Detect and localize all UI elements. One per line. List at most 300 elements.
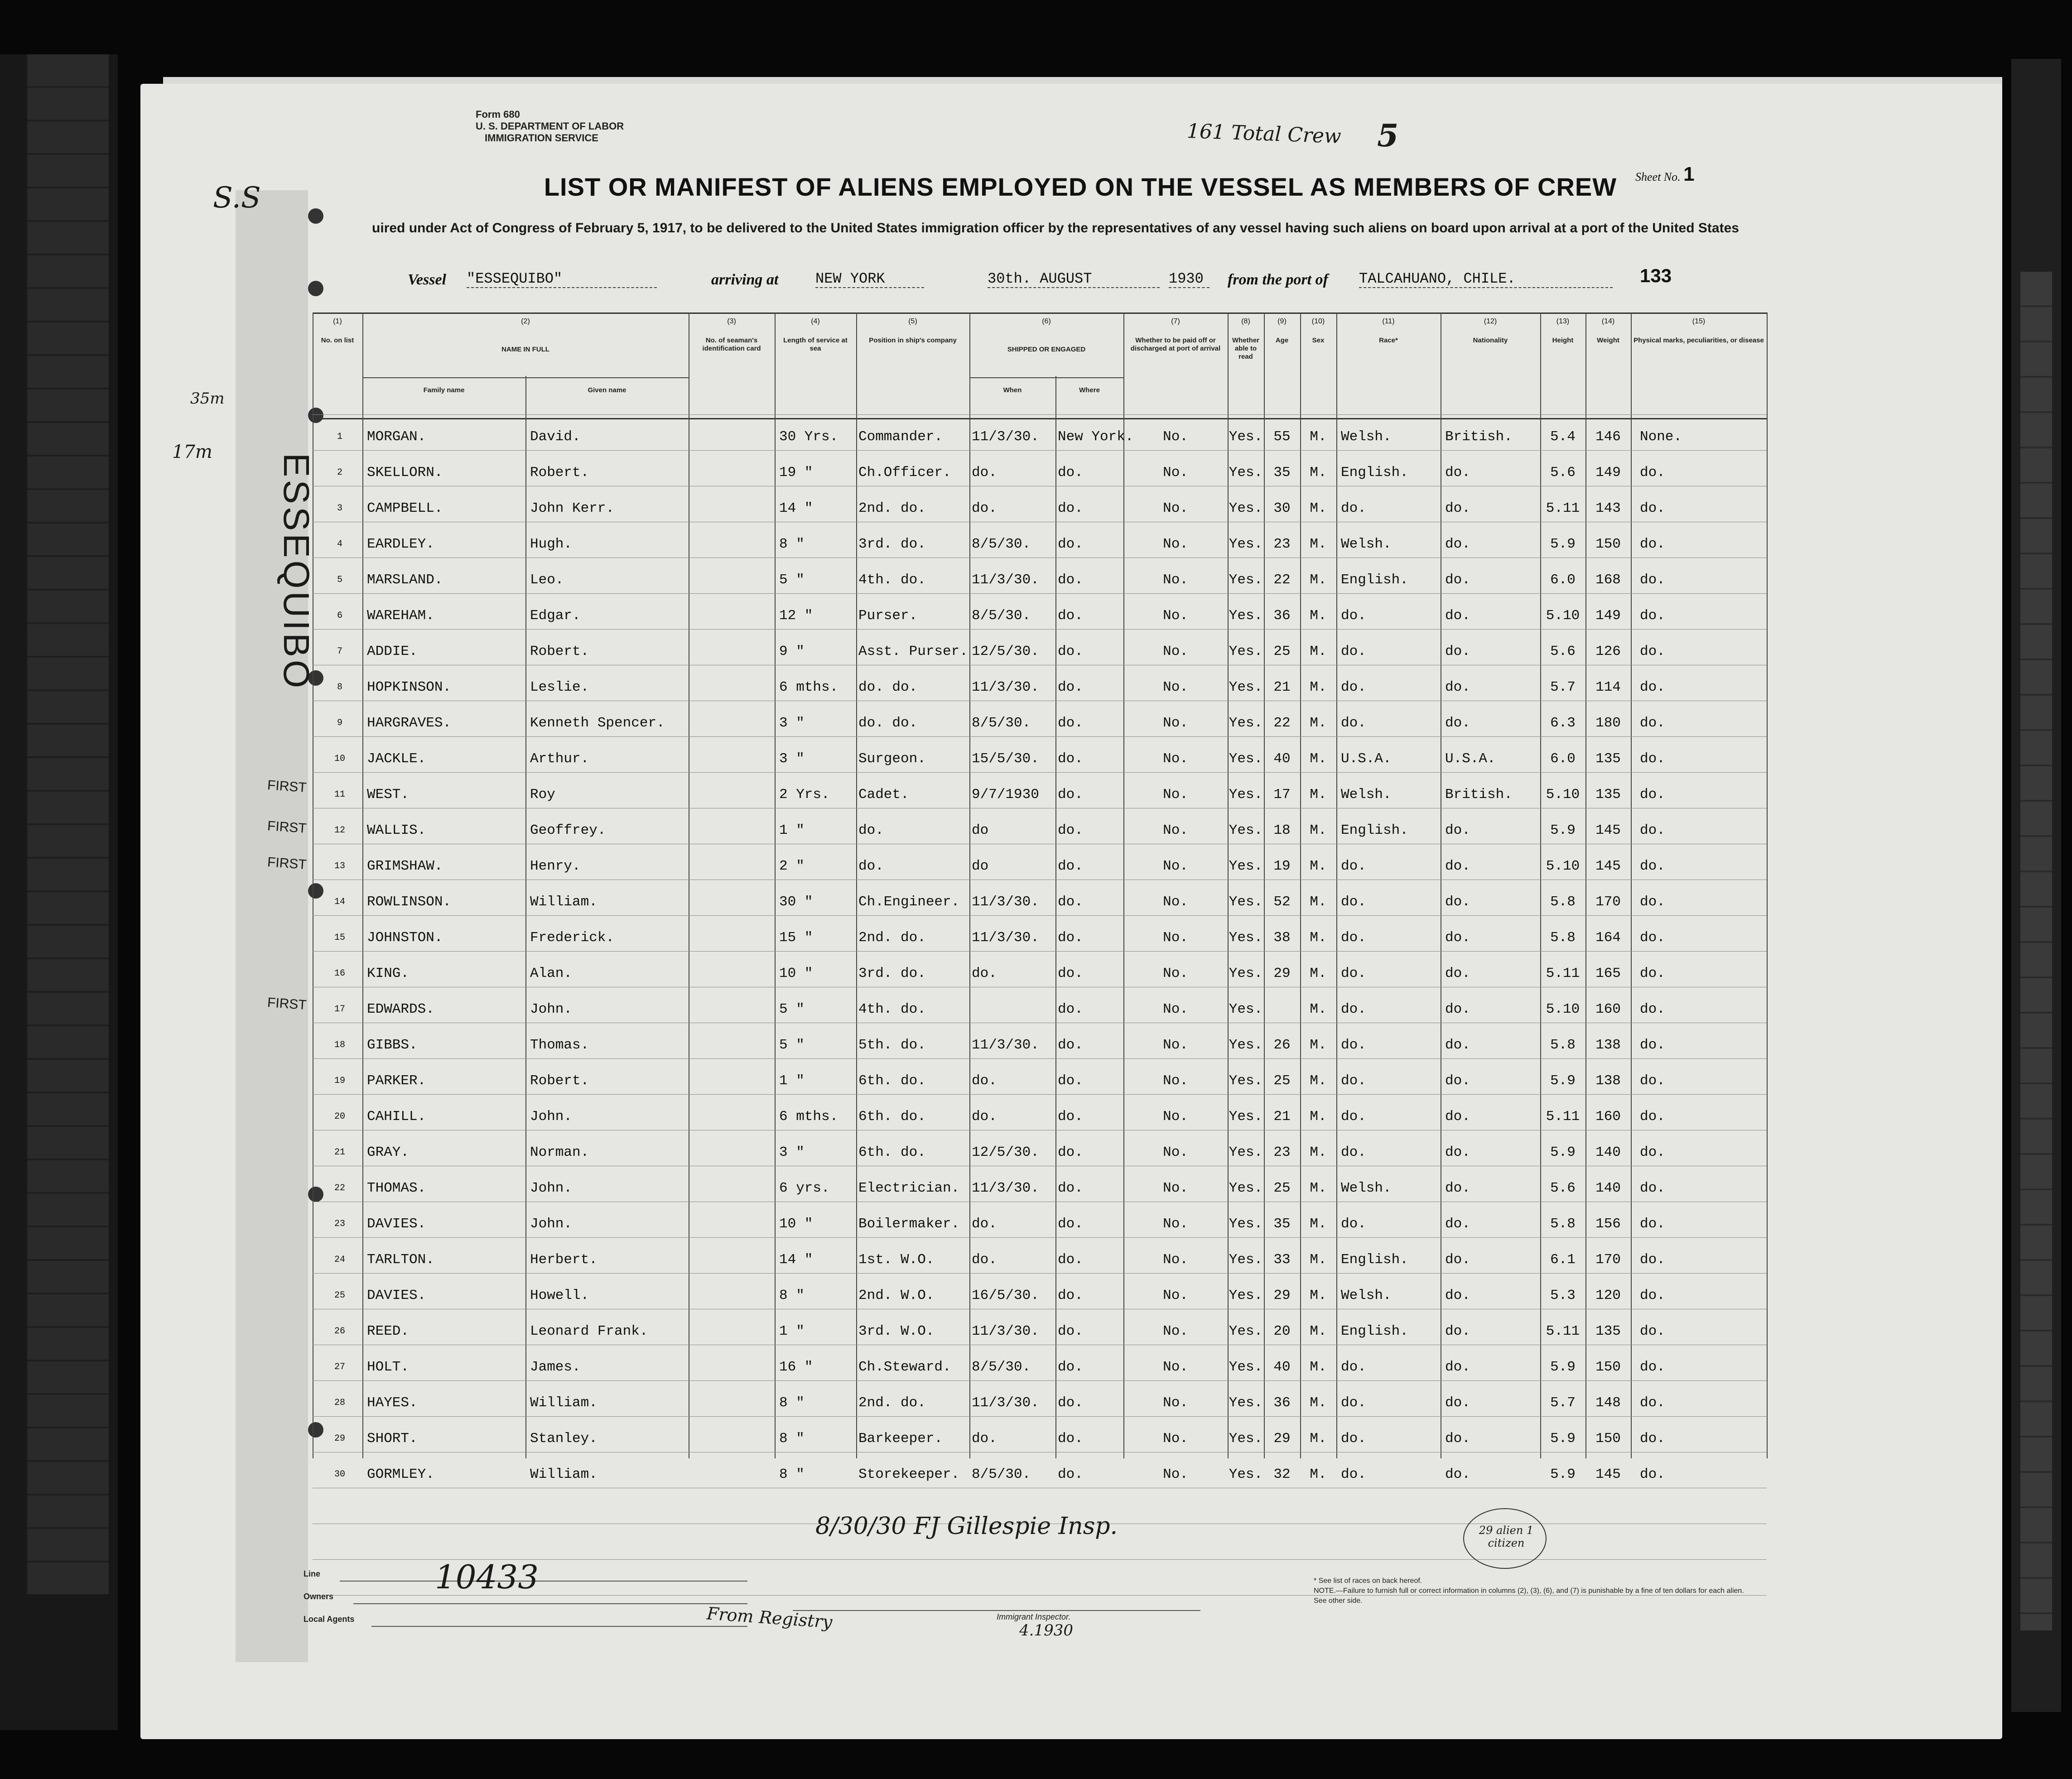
table-cell: 5 " [779, 572, 805, 588]
table-cell: M. [1310, 1001, 1327, 1017]
row-rule [313, 1094, 1767, 1095]
table-cell: Yes. [1229, 536, 1263, 552]
table-cell: Yes. [1229, 1252, 1263, 1268]
table-cell: 30 Yrs. [779, 429, 838, 445]
table-cell: do. [1445, 1073, 1470, 1089]
column-number: (11) [1382, 317, 1395, 325]
table-cell: do. [972, 966, 997, 981]
table-cell: Robert. [530, 1073, 589, 1089]
table-cell: English. [1341, 1323, 1408, 1339]
row-number: 29 [334, 1433, 345, 1444]
table-cell: 3rd. do. [858, 536, 926, 552]
table-cell: 3rd. do. [858, 966, 926, 981]
row-number: 16 [334, 968, 345, 979]
table-cell: do. [1341, 1037, 1366, 1053]
table-cell: Commander. [858, 429, 943, 445]
table-cell: Welsh. [1341, 1180, 1392, 1196]
table-cell: ADDIE. [367, 644, 418, 659]
table-cell: 6 yrs. [779, 1180, 830, 1196]
table-cell: John. [530, 1109, 573, 1125]
footnote-races: * See list of races on back hereof. [1314, 1577, 1422, 1585]
table-cell: do. [972, 1431, 997, 1447]
table-cell: Ch.Officer. [858, 465, 951, 481]
table-cell: Yes. [1229, 608, 1263, 624]
table-cell: do. [1640, 572, 1665, 588]
table-cell: do. [1640, 608, 1665, 624]
table-cell: 5.11 [1546, 1323, 1580, 1339]
table-cell: do. [1058, 930, 1083, 946]
table-cell: Purser. [858, 608, 918, 624]
table-cell: John. [530, 1001, 573, 1017]
table-cell: 6th. do. [858, 1109, 926, 1125]
sheet-label: Sheet No. [1635, 170, 1681, 183]
table-cell: M. [1310, 1037, 1327, 1053]
handwritten-17m: 17m [172, 442, 212, 462]
table-cell: do. [1445, 1431, 1470, 1447]
first-stamp-17: FIRST [266, 995, 307, 1013]
table-cell: do. [1640, 751, 1665, 767]
inspector-label: Immigrant Inspector. [997, 1612, 1071, 1621]
table-cell: 150 [1595, 1431, 1621, 1447]
table-cell: 22 [1273, 572, 1291, 588]
handwritten-inspector: 8/30/30 FJ Gillespie Insp. [815, 1513, 1118, 1540]
table-cell: Hugh. [530, 536, 573, 552]
table-cell: M. [1310, 894, 1327, 910]
table-cell: 11/3/30. [972, 429, 1039, 445]
table-cell: M. [1310, 787, 1327, 803]
row-number: 27 [334, 1362, 345, 1372]
column-header: NAME IN FULL [501, 346, 549, 353]
table-cell: 6.0 [1550, 572, 1576, 588]
subheader-rule [969, 377, 1123, 378]
table-cell: No. [1163, 572, 1188, 588]
table-cell: Howell. [530, 1288, 589, 1303]
table-cell: do. [1341, 894, 1366, 910]
table-cell: 120 [1595, 1288, 1621, 1303]
table-cell: do. [1445, 1252, 1470, 1268]
column-header: Weight [1597, 337, 1619, 344]
row-number: 30 [334, 1469, 345, 1480]
row-rule [313, 915, 1767, 916]
table-cell: James. [530, 1359, 581, 1375]
table-cell: 11/3/30. [972, 894, 1039, 910]
vessel-stamp: ESSEQUIBO [276, 453, 317, 691]
table-cell: U.S.A. [1445, 751, 1496, 767]
table-cell: No. [1163, 787, 1188, 803]
table-cell: M. [1310, 644, 1327, 659]
table-cell: do. [1640, 858, 1665, 874]
table-cell: 5.11 [1546, 500, 1580, 516]
table-cell: 2nd. do. [858, 930, 926, 946]
table-cell: do. [1640, 1216, 1665, 1232]
column-divider [775, 313, 776, 1458]
table-cell: do. [1445, 966, 1470, 981]
binding-hole [308, 1422, 323, 1438]
table-cell: Edgar. [530, 608, 581, 624]
table-cell: 5.9 [1550, 1144, 1576, 1160]
owners-label: Owners [304, 1592, 334, 1601]
table-cell: 2 " [779, 858, 805, 874]
table-cell: do. [1341, 1216, 1366, 1232]
table-cell: 5.10 [1546, 787, 1580, 803]
row-rule [313, 414, 1767, 415]
table-cell: M. [1310, 1395, 1327, 1411]
table-cell: do. [1445, 572, 1470, 588]
document-title: LIST OR MANIFEST OF ALIENS EMPLOYED ON THE VESSEL AS MEMBERS OF CREW [544, 173, 1617, 201]
table-cell: SHORT. [367, 1431, 418, 1447]
table-cell: Kenneth Spencer. [530, 715, 665, 731]
table-cell: M. [1310, 1073, 1327, 1089]
binding-margin [236, 190, 308, 1662]
footnote [1314, 1576, 1749, 1606]
table-cell: 29 [1273, 1431, 1291, 1447]
table-cell: M. [1310, 429, 1327, 445]
table-cell: English. [1341, 1252, 1408, 1268]
table-cell: 23 [1273, 536, 1291, 552]
table-cell: 12 " [779, 608, 813, 624]
table-cell: 11/3/30. [972, 1180, 1039, 1196]
table-cell: No. [1163, 1001, 1188, 1017]
table-cell: No. [1163, 858, 1188, 874]
table-cell: do. [1341, 966, 1366, 981]
table-cell: WEST. [367, 787, 410, 803]
column-header: Length of service at sea [783, 337, 848, 352]
table-cell: Yes. [1229, 787, 1263, 803]
table-cell: do. [1058, 465, 1083, 481]
table-cell: 5.9 [1550, 536, 1576, 552]
binding-hole [308, 281, 323, 296]
table-cell: do. [1341, 930, 1366, 946]
table-cell: 5th. do. [858, 1037, 926, 1053]
table-cell: do. [1058, 1288, 1083, 1303]
row-number: 9 [337, 718, 342, 728]
table-cell: 8 " [779, 1395, 805, 1411]
table-cell: 8 " [779, 1466, 805, 1482]
table-cell: do. [1058, 679, 1083, 695]
table-cell: Yes. [1229, 822, 1263, 838]
row-number: 14 [334, 897, 345, 907]
table-cell: do. [1640, 1466, 1665, 1482]
binding-hole [308, 883, 323, 899]
table-cell: ROWLINSON. [367, 894, 452, 910]
table-cell: 5.11 [1546, 966, 1580, 981]
column-number: (14) [1601, 317, 1615, 325]
table-cell: 17 [1273, 787, 1291, 803]
table-cell: do. [1341, 1073, 1366, 1089]
arrival-year: 1930 [1169, 270, 1209, 288]
table-cell: do. [1640, 465, 1665, 481]
table-cell: Yes. [1229, 966, 1263, 981]
table-cell: do. [1445, 1037, 1470, 1053]
line-field [340, 1581, 747, 1582]
form-number: Form 680 [476, 109, 520, 120]
table-cell: 12/5/30. [972, 1144, 1039, 1160]
table-cell: English. [1341, 572, 1408, 588]
table-cell: English. [1341, 465, 1408, 481]
table-cell: do. [1058, 1180, 1083, 1196]
column-number: (2) [521, 317, 530, 325]
table-cell: WALLIS. [367, 822, 426, 838]
table-cell: Ch.Steward. [858, 1359, 951, 1375]
table-cell: 6.0 [1550, 751, 1576, 767]
table-cell: No. [1163, 1323, 1188, 1339]
table-cell: GRIMSHAW. [367, 858, 443, 874]
table-cell: do. [1640, 1323, 1665, 1339]
table-cell: KING. [367, 966, 410, 981]
table-cell: do. [1341, 644, 1366, 659]
table-cell: No. [1163, 1431, 1188, 1447]
table-cell: do. [972, 465, 997, 481]
table-cell: do. [1445, 1359, 1470, 1375]
table-cell: Boilermaker. [858, 1216, 960, 1232]
table-cell: do. [1445, 1001, 1470, 1017]
handwritten-alien-count: 29 alien 1 citizen [1479, 1524, 1534, 1549]
table-cell: British. [1445, 787, 1513, 803]
first-stamp-11: FIRST [266, 778, 307, 795]
column-subheader: When [1003, 386, 1022, 394]
table-cell: No. [1163, 751, 1188, 767]
table-cell: do. [1445, 715, 1470, 731]
row-number: 28 [334, 1398, 345, 1408]
row-number: 3 [337, 503, 342, 514]
table-cell: 140 [1595, 1180, 1621, 1196]
table-cell: do. [1341, 1466, 1366, 1482]
column-divider [1585, 313, 1586, 1458]
table-cell: 135 [1595, 787, 1621, 803]
table-cell: 8/5/30. [972, 1466, 1031, 1482]
table-cell: M. [1310, 858, 1327, 874]
table-cell: 9/7/1930 [972, 787, 1039, 803]
vessel-name: "ESSEQUIBO" [467, 270, 657, 288]
table-cell: 5.9 [1550, 1466, 1576, 1482]
table-cell: Norman. [530, 1144, 589, 1160]
table-cell: do. [1445, 500, 1470, 516]
table-cell: Yes. [1229, 1001, 1263, 1017]
table-cell: do. [1058, 500, 1083, 516]
column-divider [1540, 313, 1541, 1458]
first-stamp-12: FIRST [266, 818, 307, 836]
table-cell: Yes. [1229, 894, 1263, 910]
table-cell: Yes. [1229, 1144, 1263, 1160]
column-number: (10) [1311, 317, 1325, 325]
table-cell: 6th. do. [858, 1073, 926, 1089]
table-cell: do. [1640, 536, 1665, 552]
service-line: IMMIGRATION SERVICE [485, 132, 598, 144]
handwritten-ss: S.S [213, 181, 261, 215]
row-number: 8 [337, 682, 342, 692]
owners-field [353, 1603, 747, 1604]
table-cell: Surgeon. [858, 751, 926, 767]
table-cell: do. [1341, 1431, 1366, 1447]
table-cell: Yes. [1229, 858, 1263, 874]
table-cell: do. [972, 1252, 997, 1268]
table-cell: 6th. do. [858, 1144, 926, 1160]
table-cell: 170 [1595, 1252, 1621, 1268]
table-cell: 11/3/30. [972, 930, 1039, 946]
table-cell: do. [858, 858, 884, 874]
table-cell: do. [1341, 715, 1366, 731]
row-number: 19 [334, 1076, 345, 1086]
table-cell: do. do. [858, 715, 918, 731]
table-cell: do. [1058, 1001, 1083, 1017]
table-cell: do. [1058, 644, 1083, 659]
table-cell: 8/5/30. [972, 536, 1031, 552]
table-cell: William. [530, 1395, 598, 1411]
table-cell: do. [1640, 644, 1665, 659]
column-header: No. of seaman's identification card [702, 337, 761, 352]
table-cell: Yes. [1229, 644, 1263, 659]
table-cell: do. [1058, 751, 1083, 767]
table-cell: 11/3/30. [972, 1395, 1039, 1411]
table-cell: M. [1310, 1431, 1327, 1447]
table-cell: 8 " [779, 536, 805, 552]
table-cell: Welsh. [1341, 536, 1392, 552]
table-cell: 10 " [779, 1216, 813, 1232]
table-cell: 3 " [779, 1144, 805, 1160]
table-cell: No. [1163, 715, 1188, 731]
table-cell: 29 [1273, 1288, 1291, 1303]
table-cell: 138 [1595, 1037, 1621, 1053]
table-cell: do. [1640, 1288, 1665, 1303]
table-cell: THOMAS. [367, 1180, 426, 1196]
agents-field [371, 1626, 747, 1627]
table-cell: do. [1445, 1395, 1470, 1411]
table-cell: Robert. [530, 644, 589, 659]
table-cell: 11/3/30. [972, 572, 1039, 588]
table-cell: do. [1341, 608, 1366, 624]
table-cell: Barkeeper. [858, 1431, 943, 1447]
table-cell: 6 mths. [779, 1109, 838, 1125]
table-cell: 135 [1595, 1323, 1621, 1339]
table-cell: Yes. [1229, 1288, 1263, 1303]
table-cell: do. [1058, 1431, 1083, 1447]
table-cell: 149 [1595, 465, 1621, 481]
table-cell: 4th. do. [858, 572, 926, 588]
row-rule [313, 1380, 1767, 1381]
table-cell: 2nd. do. [858, 500, 926, 516]
table-cell: No. [1163, 644, 1188, 659]
table-cell: No. [1163, 966, 1188, 981]
column-number: (5) [908, 317, 917, 325]
table-cell: 114 [1595, 679, 1621, 695]
table-cell: 21 [1273, 679, 1291, 695]
column-divider [1123, 313, 1124, 1458]
column-subheader: Given name [588, 386, 626, 394]
table-cell: No. [1163, 500, 1188, 516]
row-number: 11 [334, 789, 345, 800]
table-cell: do. [1640, 1037, 1665, 1053]
table-cell: 40 [1273, 751, 1291, 767]
table-cell: do. [1640, 715, 1665, 731]
table-cell: 14 " [779, 500, 813, 516]
table-cell: MORGAN. [367, 429, 426, 445]
arrival-port: NEW YORK [815, 270, 924, 288]
row-number: 13 [334, 861, 345, 871]
table-cell: 149 [1595, 608, 1621, 624]
table-cell: 35 [1273, 465, 1291, 481]
table-cell: M. [1310, 930, 1327, 946]
table-cell: 19 " [779, 465, 813, 481]
table-cell: 8 " [779, 1288, 805, 1303]
table-cell: 5.9 [1550, 1073, 1576, 1089]
table-cell: 2 Yrs. [779, 787, 830, 803]
table-cell: 5.6 [1550, 1180, 1576, 1196]
table-cell: 4th. do. [858, 1001, 926, 1017]
table-cell: No. [1163, 930, 1188, 946]
table-cell: 11/3/30. [972, 679, 1039, 695]
column-divider [362, 313, 363, 1458]
vessel-line [408, 269, 1767, 292]
column-divider [1055, 376, 1056, 1458]
table-cell: Yes. [1229, 1359, 1263, 1375]
row-number: 20 [334, 1111, 345, 1122]
column-divider [969, 313, 970, 1458]
table-cell: do. [1058, 1144, 1083, 1160]
table-cell: CAMPBELL. [367, 500, 443, 516]
column-number: (15) [1692, 317, 1706, 325]
footnote-penalty: NOTE.—Failure to furnish full or correct information in columns (2), (3), (6), and (7) is punishable by a fine of ten dollars for each alien. See other side. [1314, 1587, 1744, 1605]
column-header: No. on list [321, 337, 354, 344]
table-cell: Welsh. [1341, 1288, 1392, 1303]
table-cell: 146 [1595, 429, 1621, 445]
table-cell: Welsh. [1341, 787, 1392, 803]
table-cell: 19 [1273, 858, 1291, 874]
table-cell: do. [1058, 966, 1083, 981]
table-cell: REED. [367, 1323, 410, 1339]
table-cell: 30 " [779, 894, 813, 910]
table-cell: do. [1640, 1001, 1665, 1017]
table-cell: M. [1310, 608, 1327, 624]
row-rule [313, 1237, 1767, 1238]
table-cell: M. [1310, 572, 1327, 588]
table-cell: do. [1341, 679, 1366, 695]
table-cell: SKELLORN. [367, 465, 443, 481]
handwritten-35m: 35m [190, 389, 225, 408]
table-cell: Robert. [530, 465, 589, 481]
table-cell: do. [1445, 536, 1470, 552]
table-cell: do. [1058, 1073, 1083, 1089]
table-cell: do. [1445, 465, 1470, 481]
from-port-label: from the port of [1228, 271, 1328, 288]
table-cell: do [972, 858, 989, 874]
table-cell: Yes. [1229, 1037, 1263, 1053]
table-cell: Henry. [530, 858, 581, 874]
table-cell: Herbert. [530, 1252, 598, 1268]
table-cell: No. [1163, 1466, 1188, 1482]
table-cell: 22 [1273, 715, 1291, 731]
table-cell: Geoffrey. [530, 822, 606, 838]
row-number: 21 [334, 1147, 345, 1158]
table-cell: 25 [1273, 1180, 1291, 1196]
table-cell: Yes. [1229, 429, 1263, 445]
table-cell: 156 [1595, 1216, 1621, 1232]
table-cell: 160 [1595, 1001, 1621, 1017]
table-cell: No. [1163, 1288, 1188, 1303]
table-cell: do. do. [858, 679, 918, 695]
table-cell: Electrician. [858, 1180, 960, 1196]
table-cell: William. [530, 1466, 598, 1482]
table-cell: do. [1640, 500, 1665, 516]
table-cell: do. [1445, 822, 1470, 838]
column-header: Physical marks, peculiarities, or disease [1634, 337, 1764, 344]
column-header: SHIPPED OR ENGAGED [1007, 346, 1086, 353]
table-cell: do. [1640, 679, 1665, 695]
row-number: 10 [334, 754, 345, 764]
column-divider [856, 313, 857, 1458]
table-cell: do. [1445, 1109, 1470, 1125]
row-number: 18 [334, 1040, 345, 1050]
table-cell: do. [1445, 1180, 1470, 1196]
